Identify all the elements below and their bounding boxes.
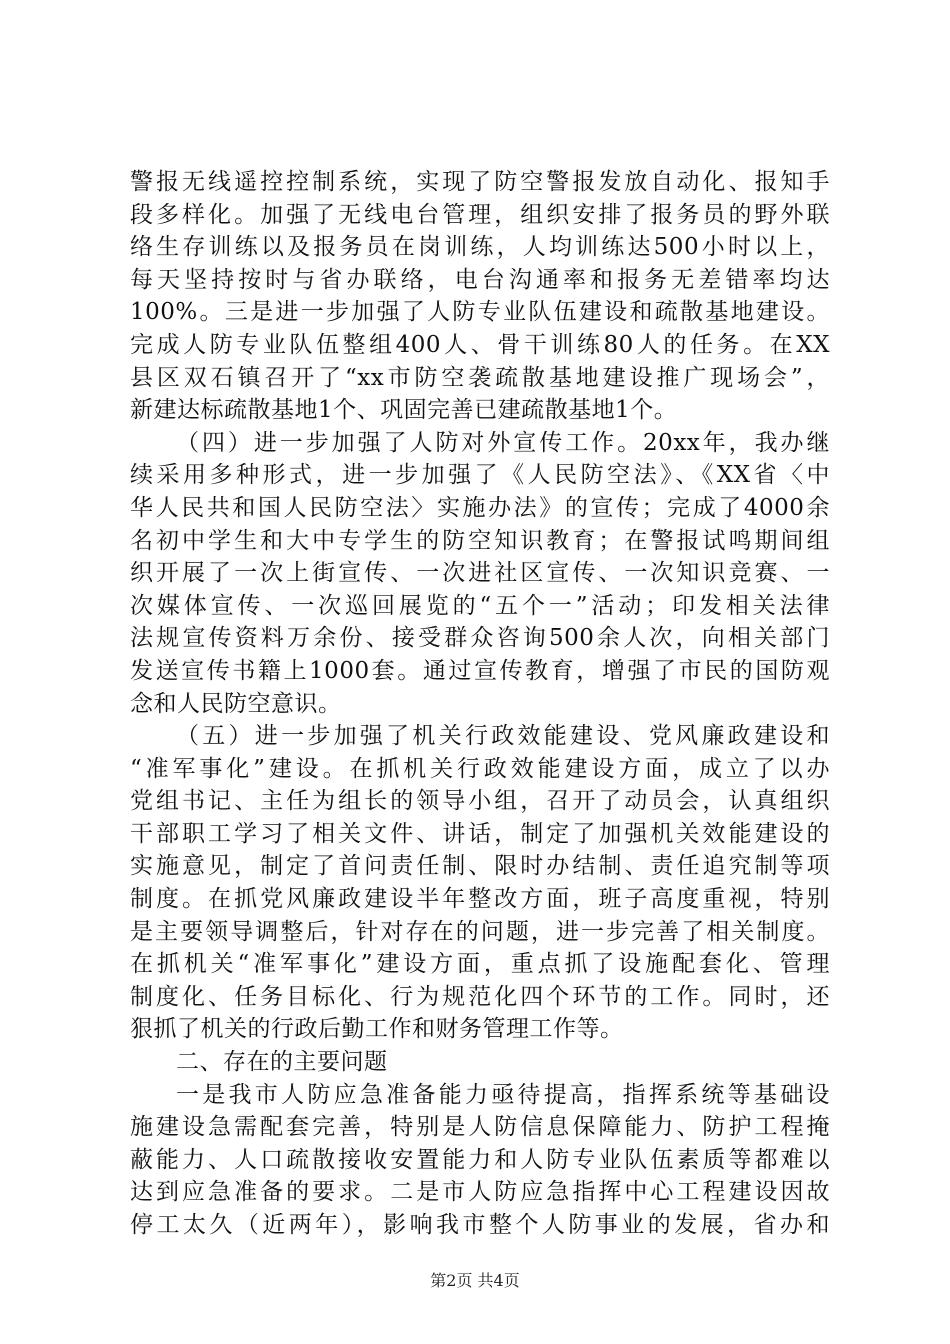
section-heading: 二、存在的主要问题 xyxy=(176,1049,388,1076)
text-line: 实施意见，制定了首问责任制、限时办结制、责任追究制等项 xyxy=(130,853,830,880)
text-line: 是主要领导调整后，针对存在的问题，进一步完善了相关制度。 xyxy=(130,918,830,945)
text-line: 华人民共和国人民防空法〉实施办法》的宣传；完成了4000余 xyxy=(130,494,830,521)
text-line: 法规宣传资料万余份、接受群众咨询500余人次，向相关部门 xyxy=(130,625,830,652)
text-line: 达到应急准备的要求。二是市人防应急指挥中心工程建设因故 xyxy=(130,1179,830,1206)
text-line: 一是我市人防应急准备能力亟待提高，指挥系统等基础设 xyxy=(176,1081,830,1108)
text-line: 续采用多种形式，进一步加强了《人民防空法》、《XX省〈中 xyxy=(130,462,830,489)
text-line: 新建达标疏散基地1个、巩固完善已建疏散基地1个。 xyxy=(130,397,678,424)
text-line: 停工太久（近两年），影响我市整个人防事业的发展，省办和 xyxy=(130,1212,830,1238)
text-line: 络生存训练以及报务员在岗训练，人均训练达500小时以上， xyxy=(130,234,830,261)
text-line: 制度。在抓党风廉政建设半年整改方面，班子高度重视，特别 xyxy=(130,886,830,913)
text-line: 次媒体宣传、一次巡回展览的“五个一”活动；印发相关法律 xyxy=(130,592,830,619)
document-body xyxy=(130,166,830,1242)
text-line: 蔽能力、人口疏散接收安置能力和人防专业队伍素质等都难以 xyxy=(130,1146,830,1173)
text-line: 发送宣传书籍上1000套。通过宣传教育，增强了市民的国防观 xyxy=(130,657,830,684)
text-line: 制度化、任务目标化、行为规范化四个环节的工作。同时，还 xyxy=(130,983,830,1010)
text-line: 县区双石镇召开了“xx市防空袭疏散基地建设推广现场会”， xyxy=(130,364,830,391)
text-line: 每天坚持按时与省办联络，电台沟通率和报务无差错率均达 xyxy=(130,266,830,293)
paragraph-heading-line: （五）进一步加强了机关行政效能建设、党风廉政建设和 xyxy=(176,723,830,750)
text-line: 100%。三是进一步加强了人防专业队伍建设和疏散基地建设。 xyxy=(130,299,830,326)
text-line: 干部职工学习了相关文件、讲话，制定了加强机关效能建设的 xyxy=(130,820,830,847)
text-line: 在抓机关“准军事化”建设方面，重点抓了设施配套化、管理 xyxy=(130,951,830,978)
text-line: “准军事化”建设。在抓机关行政效能建设方面，成立了以办 xyxy=(130,755,830,782)
page-number-footer: 第2页 共4页 xyxy=(430,1271,520,1290)
text-line: 狠抓了机关的行政后勤工作和财务管理工作等。 xyxy=(130,1016,624,1043)
text-line: 警报无线遥控控制系统，实现了防空警报发放自动化、报知手 xyxy=(130,169,830,195)
text-line: 完成人防专业队伍整组400人、骨干训练80人的任务。在XX xyxy=(130,331,830,358)
text-line: 名初中学生和大中专学生的防空知识教育；在警报试鸣期间组 xyxy=(130,527,830,554)
text-line: 施建设急需配套完善，特别是人防信息保障能力、防护工程掩 xyxy=(130,1114,830,1141)
text-line: 党组书记、主任为组长的领导小组，召开了动员会，认真组织 xyxy=(130,788,830,815)
text-line: 念和人民防空意识。 xyxy=(130,690,342,717)
paragraph-heading-line: （四）进一步加强了人防对外宣传工作。20xx年，我办继 xyxy=(176,429,830,456)
text-line: 织开展了一次上街宣传、一次进社区宣传、一次知识竞赛、一 xyxy=(130,560,830,587)
text-line: 段多样化。加强了无线电台管理，组织安排了报务员的野外联 xyxy=(130,201,830,228)
